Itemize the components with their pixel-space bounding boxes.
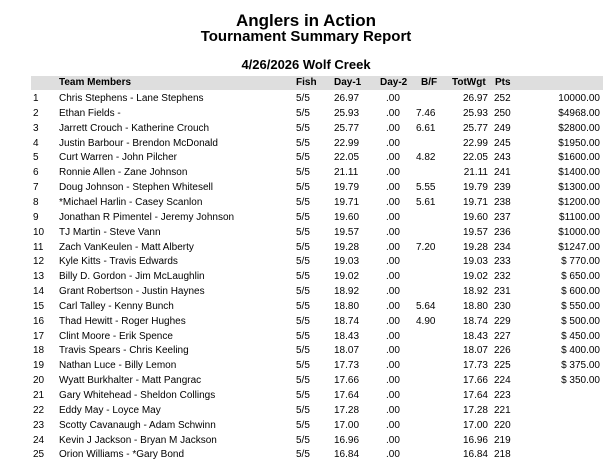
cell-prize: $ 350.00 <box>561 375 600 387</box>
cell-totwgt: 22.99 <box>462 137 488 149</box>
cell-place: 4 <box>33 137 39 149</box>
cell-pts: 229 <box>494 315 511 327</box>
cell-totwgt: 26.97 <box>462 93 488 104</box>
cell-totwgt: 25.93 <box>462 107 488 119</box>
cell-day1: 22.05 <box>334 152 360 164</box>
cell-day1: 16.96 <box>334 434 360 446</box>
cell-bf: 4.90 <box>416 315 436 327</box>
cell-day1: 18.07 <box>334 345 360 357</box>
cell-day2: .00 <box>386 330 400 342</box>
cell-prize: $1200.00 <box>558 196 600 208</box>
cell-place: 16 <box>33 315 45 327</box>
cell-day2: .00 <box>386 137 400 149</box>
cell-day2: .00 <box>386 107 400 119</box>
cell-prize: $1100.00 <box>559 211 600 223</box>
cell-pts: 237 <box>494 211 511 223</box>
cell-fish: 5/5 <box>296 330 310 342</box>
cell-place: 20 <box>33 375 45 387</box>
cell-pts: 233 <box>494 256 511 268</box>
cell-team: Wyatt Burkhalter - Matt Pangrac <box>59 375 202 387</box>
cell-fish: 5/5 <box>296 375 310 387</box>
cell-pts: 230 <box>494 300 511 312</box>
cell-place: 25 <box>33 449 45 461</box>
cell-totwgt: 17.00 <box>462 419 488 431</box>
cell-pts: 221 <box>494 404 511 416</box>
cell-team: Curt Warren - John Pilcher <box>59 152 177 164</box>
cell-totwgt: 18.74 <box>462 315 488 327</box>
cell-totwgt: 17.73 <box>462 360 488 372</box>
cell-place: 9 <box>33 211 39 223</box>
cell-day1: 25.77 <box>334 122 360 134</box>
cell-place: 11 <box>33 241 44 253</box>
cell-place: 21 <box>33 390 45 401</box>
cell-place: 10 <box>33 226 45 238</box>
cell-totwgt: 18.07 <box>462 345 488 357</box>
cell-totwgt: 19.28 <box>462 241 488 253</box>
cell-pts: 234 <box>494 241 511 253</box>
cell-pts: 232 <box>494 271 511 283</box>
cell-totwgt: 16.84 <box>462 449 488 461</box>
cell-prize: $ 550.00 <box>561 300 600 312</box>
cell-place: 8 <box>33 196 39 208</box>
cell-day2: .00 <box>386 152 400 164</box>
cell-fish: 5/5 <box>296 271 310 283</box>
cell-fish: 5/5 <box>296 107 310 119</box>
report-title: Anglers in Action <box>235 11 377 30</box>
cell-prize: $ 770.00 <box>561 256 600 268</box>
cell-fish: 5/5 <box>296 286 310 298</box>
cell-team: Doug Johnson - Stephen Whitesell <box>59 182 213 194</box>
report-subtitle: Tournament Summary Report <box>200 28 412 45</box>
cell-place: 23 <box>33 419 45 431</box>
cell-fish: 5/5 <box>296 137 310 149</box>
cell-day2: .00 <box>386 300 400 312</box>
event-heading: 4/26/2026 Wolf Creek <box>241 57 371 72</box>
cell-team: Nathan Luce - Billy Lemon <box>59 360 177 372</box>
cell-day1: 19.03 <box>334 256 360 268</box>
cell-totwgt: 16.96 <box>462 434 488 446</box>
cell-day2: .00 <box>386 122 400 134</box>
cell-place: 22 <box>33 404 45 416</box>
cell-pts: 227 <box>494 330 511 342</box>
cell-team: Thad Hewitt - Roger Hughes <box>59 315 186 327</box>
cell-day2: .00 <box>386 419 400 431</box>
cell-pts: 219 <box>494 434 511 446</box>
cell-prize: $1950.00 <box>558 137 600 149</box>
cell-place: 17 <box>33 330 45 342</box>
cell-totwgt: 19.60 <box>462 211 488 223</box>
cell-prize: $2800.00 <box>558 122 600 134</box>
cell-bf: 5.55 <box>416 182 436 194</box>
cell-totwgt: 19.57 <box>462 226 488 238</box>
cell-place: 18 <box>33 345 45 357</box>
cell-prize: $1000.00 <box>558 226 600 238</box>
cell-place: 12 <box>33 256 45 268</box>
cell-team: *Michael Harlin - Casey Scanlon <box>59 196 203 208</box>
cell-day1: 21.11 <box>334 167 359 179</box>
cell-day1: 17.66 <box>334 375 360 387</box>
cell-pts: 218 <box>494 449 511 461</box>
cell-team: Chris Stephens - Lane Stephens <box>59 93 204 104</box>
cell-pts: 220 <box>494 419 511 431</box>
cell-prize: $ 650.00 <box>561 271 600 283</box>
cell-team: Justin Barbour - Brendon McDonald <box>59 137 218 149</box>
col-header-team: Team Members <box>59 77 132 88</box>
cell-place: 1 <box>33 93 39 104</box>
col-header-day2: Day-2 <box>380 77 408 88</box>
cell-place: 2 <box>33 107 39 119</box>
cell-fish: 5/5 <box>296 434 310 446</box>
cell-pts: 224 <box>494 375 511 387</box>
cell-place: 6 <box>33 167 39 179</box>
cell-bf: 5.64 <box>416 300 436 312</box>
cell-totwgt: 19.71 <box>462 196 488 208</box>
cell-fish: 5/5 <box>296 241 310 253</box>
cell-team: Kevin J Jackson - Bryan M Jackson <box>59 434 217 446</box>
cell-day1: 26.97 <box>334 93 360 104</box>
cell-fish: 5/5 <box>296 167 310 179</box>
cell-totwgt: 21.11 <box>463 167 488 179</box>
cell-fish: 5/5 <box>296 182 310 194</box>
cell-day1: 16.84 <box>334 449 360 461</box>
cell-team: Travis Spears - Chris Keeling <box>59 345 189 357</box>
cell-place: 19 <box>33 360 45 372</box>
cell-day2: .00 <box>386 196 400 208</box>
cell-fish: 5/5 <box>296 122 310 134</box>
cell-bf: 7.46 <box>416 107 436 119</box>
cell-place: 5 <box>33 152 39 164</box>
cell-bf: 7.20 <box>416 241 436 253</box>
cell-fish: 5/5 <box>296 93 310 104</box>
cell-fish: 5/5 <box>296 152 310 164</box>
cell-place: 24 <box>33 434 45 446</box>
cell-day2: .00 <box>386 93 400 104</box>
col-header-bf: B/F <box>421 77 438 88</box>
cell-day1: 19.71 <box>334 196 360 208</box>
cell-totwgt: 18.92 <box>462 286 488 298</box>
cell-place: 3 <box>33 122 39 134</box>
cell-team: Jonathan R Pimentel - Jeremy Johnson <box>59 211 235 223</box>
cell-day2: .00 <box>386 226 400 238</box>
cell-totwgt: 19.02 <box>462 271 488 283</box>
cell-prize: $ 400.00 <box>561 345 600 357</box>
cell-fish: 5/5 <box>296 196 310 208</box>
cell-fish: 5/5 <box>296 256 310 268</box>
cell-prize: $ 450.00 <box>561 330 600 342</box>
cell-day1: 18.80 <box>334 300 360 312</box>
cell-totwgt: 17.28 <box>462 404 488 416</box>
cell-day2: .00 <box>386 449 400 461</box>
cell-place: 15 <box>33 300 45 312</box>
cell-fish: 5/5 <box>296 419 310 431</box>
cell-fish: 5/5 <box>296 449 310 461</box>
cell-team: Orion Williams - *Gary Bond <box>59 449 185 461</box>
cell-pts: 226 <box>494 345 511 357</box>
cell-totwgt: 25.77 <box>462 122 488 134</box>
cell-day2: .00 <box>386 375 400 387</box>
cell-totwgt: 18.80 <box>462 300 488 312</box>
cell-totwgt: 19.79 <box>462 182 488 194</box>
cell-day1: 25.93 <box>334 107 360 119</box>
cell-bf: 5.61 <box>416 196 436 208</box>
cell-day1: 17.28 <box>334 404 360 416</box>
cell-day2: .00 <box>386 271 400 283</box>
col-header-pts: Pts <box>495 77 511 88</box>
cell-bf: 4.82 <box>416 152 436 164</box>
cell-fish: 5/5 <box>296 404 310 416</box>
cell-day1: 19.02 <box>334 271 360 283</box>
cell-team: Zach VanKeulen - Matt Alberty <box>59 241 194 253</box>
cell-pts: 236 <box>494 226 511 238</box>
cell-pts: 231 <box>494 286 511 298</box>
cell-team: Scotty Cavanaugh - Adam Schwinn <box>59 419 216 431</box>
cell-day1: 19.79 <box>334 182 360 194</box>
cell-prize: $1247.00 <box>558 241 600 253</box>
cell-pts: 243 <box>494 152 511 164</box>
cell-fish: 5/5 <box>296 360 310 372</box>
cell-day2: .00 <box>386 241 400 253</box>
cell-prize: 10000.00 <box>558 93 600 104</box>
cell-day1: 19.60 <box>334 211 360 223</box>
cell-day2: .00 <box>386 345 400 357</box>
cell-totwgt: 17.64 <box>462 390 488 401</box>
cell-pts: 223 <box>494 390 511 401</box>
cell-fish: 5/5 <box>296 390 310 401</box>
cell-fish: 5/5 <box>296 300 310 312</box>
cell-team: Clint Moore - Erik Spence <box>59 330 173 342</box>
cell-pts: 238 <box>494 196 511 208</box>
cell-team: Gary Whitehead - Sheldon Collings <box>59 390 216 401</box>
cell-day1: 17.00 <box>334 419 360 431</box>
cell-pts: 245 <box>494 137 511 149</box>
cell-fish: 5/5 <box>296 315 310 327</box>
cell-prize: $ 375.00 <box>561 360 600 372</box>
cell-team: TJ Martin - Steve Vann <box>59 226 161 238</box>
cell-day2: .00 <box>386 211 400 223</box>
cell-totwgt: 22.05 <box>462 152 488 164</box>
cell-team: Ethan Fields - <box>59 107 121 119</box>
cell-day2: .00 <box>386 315 400 327</box>
cell-pts: 241 <box>494 167 511 179</box>
cell-day2: .00 <box>386 182 400 194</box>
cell-day2: .00 <box>386 360 400 372</box>
cell-team: Kyle Kitts - Travis Edwards <box>59 256 178 268</box>
cell-totwgt: 19.03 <box>462 256 488 268</box>
cell-pts: 225 <box>494 360 511 372</box>
cell-prize: $ 500.00 <box>561 315 600 327</box>
cell-day2: .00 <box>386 167 400 179</box>
cell-team: Ronnie Allen - Zane Johnson <box>59 167 188 179</box>
cell-team: Eddy May - Loyce May <box>59 404 161 416</box>
cell-day1: 22.99 <box>334 137 360 149</box>
cell-day1: 18.74 <box>334 315 360 327</box>
cell-prize: $4968.00 <box>558 107 600 119</box>
cell-place: 14 <box>33 286 45 298</box>
cell-day2: .00 <box>386 434 400 446</box>
cell-team: Carl Talley - Kenny Bunch <box>59 300 174 312</box>
cell-day1: 18.92 <box>334 286 360 298</box>
col-header-fish: Fish <box>296 77 317 88</box>
cell-team: Jarrett Crouch - Katherine Crouch <box>59 122 210 134</box>
col-header-day1: Day-1 <box>334 77 362 88</box>
cell-day2: .00 <box>386 404 400 416</box>
cell-pts: 239 <box>494 182 511 194</box>
cell-fish: 5/5 <box>296 226 310 238</box>
cell-day1: 17.73 <box>334 360 360 372</box>
cell-prize: $1300.00 <box>558 182 600 194</box>
cell-fish: 5/5 <box>296 345 310 357</box>
cell-day2: .00 <box>386 286 400 298</box>
cell-day1: 19.28 <box>334 241 360 253</box>
cell-team: Grant Robertson - Justin Haynes <box>59 286 205 298</box>
cell-bf: 6.61 <box>416 122 436 134</box>
cell-day1: 19.57 <box>334 226 360 238</box>
cell-fish: 5/5 <box>296 211 310 223</box>
cell-team: Billy D. Gordon - Jim McLaughlin <box>59 271 205 283</box>
cell-totwgt: 17.66 <box>462 375 488 387</box>
cell-day1: 17.64 <box>334 390 360 401</box>
cell-totwgt: 18.43 <box>462 330 488 342</box>
cell-day1: 18.43 <box>334 330 360 342</box>
cell-day2: .00 <box>386 256 400 268</box>
cell-pts: 252 <box>494 93 511 104</box>
cell-place: 7 <box>33 182 39 194</box>
cell-prize: $ 600.00 <box>561 286 600 298</box>
cell-prize: $1600.00 <box>558 152 600 164</box>
cell-place: 13 <box>33 271 45 283</box>
col-header-totwgt: TotWgt <box>452 77 486 88</box>
cell-prize: $1400.00 <box>558 167 600 179</box>
cell-day2: .00 <box>386 390 400 401</box>
cell-pts: 250 <box>494 107 511 119</box>
cell-pts: 249 <box>494 122 511 134</box>
